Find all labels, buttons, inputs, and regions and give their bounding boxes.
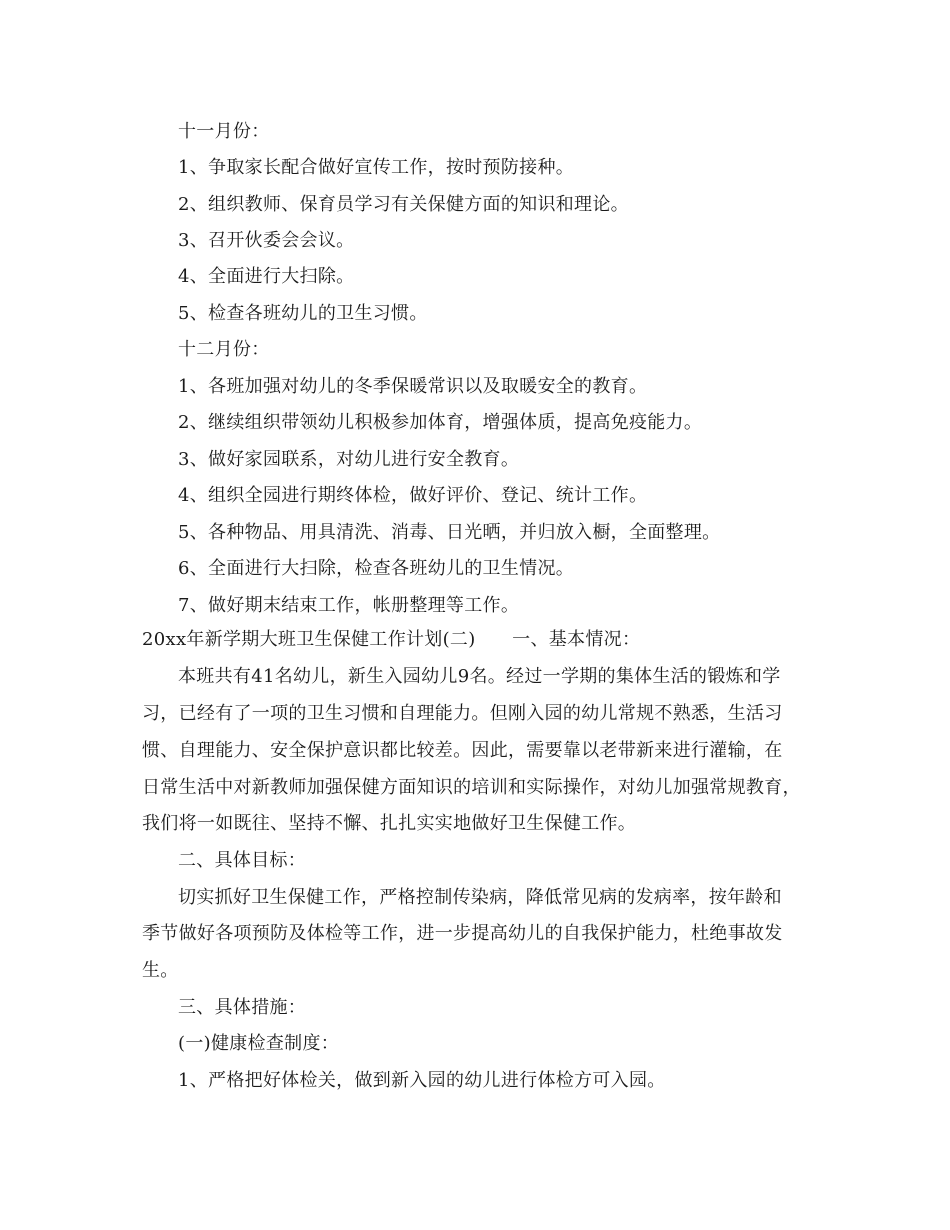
december-item-3: 3、做好家园联系，对幼儿进行安全教育。 [178,449,520,470]
goals-line-2: 季节做好各项预防及体检等工作，进一步提高幼儿的自我保护能力，杜绝事故发 [142,923,783,944]
november-item-3: 3、召开伙委会会议。 [178,230,355,251]
health-check-heading: (一)健康检查制度： [178,1033,340,1054]
measure-item-1: 1、严格把好体检关，做到新入园的幼儿进行体检方可入园。 [178,1070,666,1091]
december-item-2: 2、继续组织带领幼儿积极参加体育，增强体质，提高免疫能力。 [178,412,703,433]
november-item-2: 2、组织教师、保育员学习有关保健方面的知识和理论。 [178,194,629,215]
december-item-6: 6、全面进行大扫除，检查各班幼儿的卫生情况。 [178,558,575,579]
december-item-5: 5、各种物品、用具清洗、消毒、日光晒，并归放入橱，全面整理。 [178,522,721,543]
november-item-4: 4、全面进行大扫除。 [178,266,355,287]
december-heading: 十二月份： [178,339,270,360]
basic-info-line-2: 习，已经有了一项的卫生习惯和自理能力。但刚入园的幼儿常规不熟悉，生活习 [142,703,783,724]
december-item-4: 4、组织全园进行期终体检，做好评价、登记、统计工作。 [178,485,648,506]
goals-line-1: 切实抓好卫生保健工作，严格控制传染病，降低常见病的发病率，按年龄和 [178,887,782,908]
december-item-1: 1、各班加强对幼儿的冬季保暖常识以及取暖安全的教育。 [178,376,648,397]
plan-title-line: 20xx年新学期大班卫生保健工作计划(二) 一、基本情况： [142,629,641,650]
basic-info-line-3: 惯、自理能力、安全保护意识都比较差。因此，需要靠以老带新来进行灌输，在 [142,740,783,761]
december-item-7: 7、做好期末结束工作，帐册整理等工作。 [178,595,520,616]
november-item-5: 5、检查各班幼儿的卫生习惯。 [178,303,428,324]
goals-line-3: 生。 [142,960,179,981]
basic-info-line-5: 我们将一如既往、坚持不懈、扎扎实实地做好卫生保健工作。 [142,813,637,834]
basic-info-line-4: 日常生活中对新教师加强保健方面知识的培训和实际操作，对幼儿加强常规教育， [142,777,801,798]
basic-info-line-1: 本班共有41名幼儿，新生入园幼儿9名。经过一学期的集体生活的锻炼和学 [178,666,781,687]
goals-heading: 二、具体目标： [178,850,307,871]
november-heading: 十一月份： [178,121,270,142]
measures-heading: 三、具体措施： [178,997,307,1018]
november-item-1: 1、争取家长配合做好宣传工作，按时预防接种。 [178,157,575,178]
